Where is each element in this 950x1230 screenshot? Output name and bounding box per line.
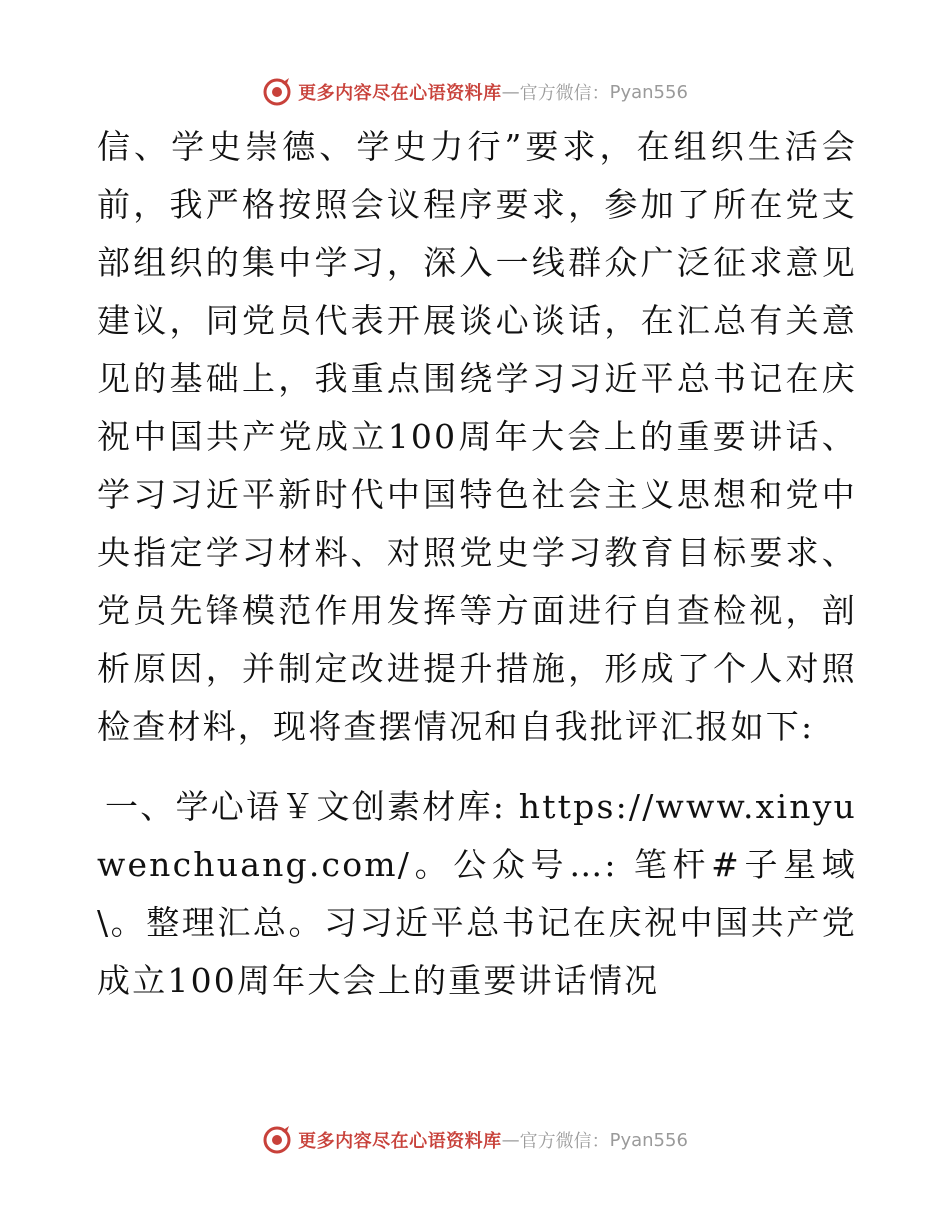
watermark-wechat-id: Pyan556 xyxy=(609,81,688,103)
seal-logo-icon xyxy=(262,1125,292,1155)
footer-watermark xyxy=(0,1120,950,1160)
watermark-official-label: 官方微信： xyxy=(519,83,610,104)
body-paragraph-1: 信、学史崇德、学史力行”要求，在组织生活会前，我严格按照会议程序要求，参加了所在党支部组织的集中学习，深入一线群众广泛征求意见建议，同党员代表开展谈心谈话，在汇总有关意见的基础上，我重点围绕学习习近平总书记在庆祝中国共产党成立100周年大会上的重要讲话、学习习近平新时代中国特色社会主义思想和党中央指定学习材料、对照党史学习教育目标要求、党员先锋模范作用发挥等方面进行自查检视，剖析原因，并制定改进提升措施，形成了个人对照检查材料，现将查摆情况和自我批评汇报如下: xyxy=(97,127,857,746)
seal-logo-icon xyxy=(262,77,292,107)
watermark-dash: — xyxy=(501,81,520,103)
watermark-dash: — xyxy=(501,1129,520,1151)
watermark-official-label: 官方微信： xyxy=(519,1131,610,1152)
document-body xyxy=(97,118,857,1010)
watermark-brand-text: 更多内容尽在心语资料库 xyxy=(298,1131,502,1152)
body-paragraph-2: 一、学心语￥文创素材库: https://www.xinyuwenchuang.com/。公众号…: 笔杆#子星域\。整理汇总。习习近平总书记在庆祝中国共产党成立100周年大会上的重要讲话情况 xyxy=(97,787,857,1000)
watermark-brand-text: 更多内容尽在心语资料库 xyxy=(298,83,502,104)
header-watermark xyxy=(0,72,950,112)
watermark-wechat-id: Pyan556 xyxy=(609,1129,688,1151)
